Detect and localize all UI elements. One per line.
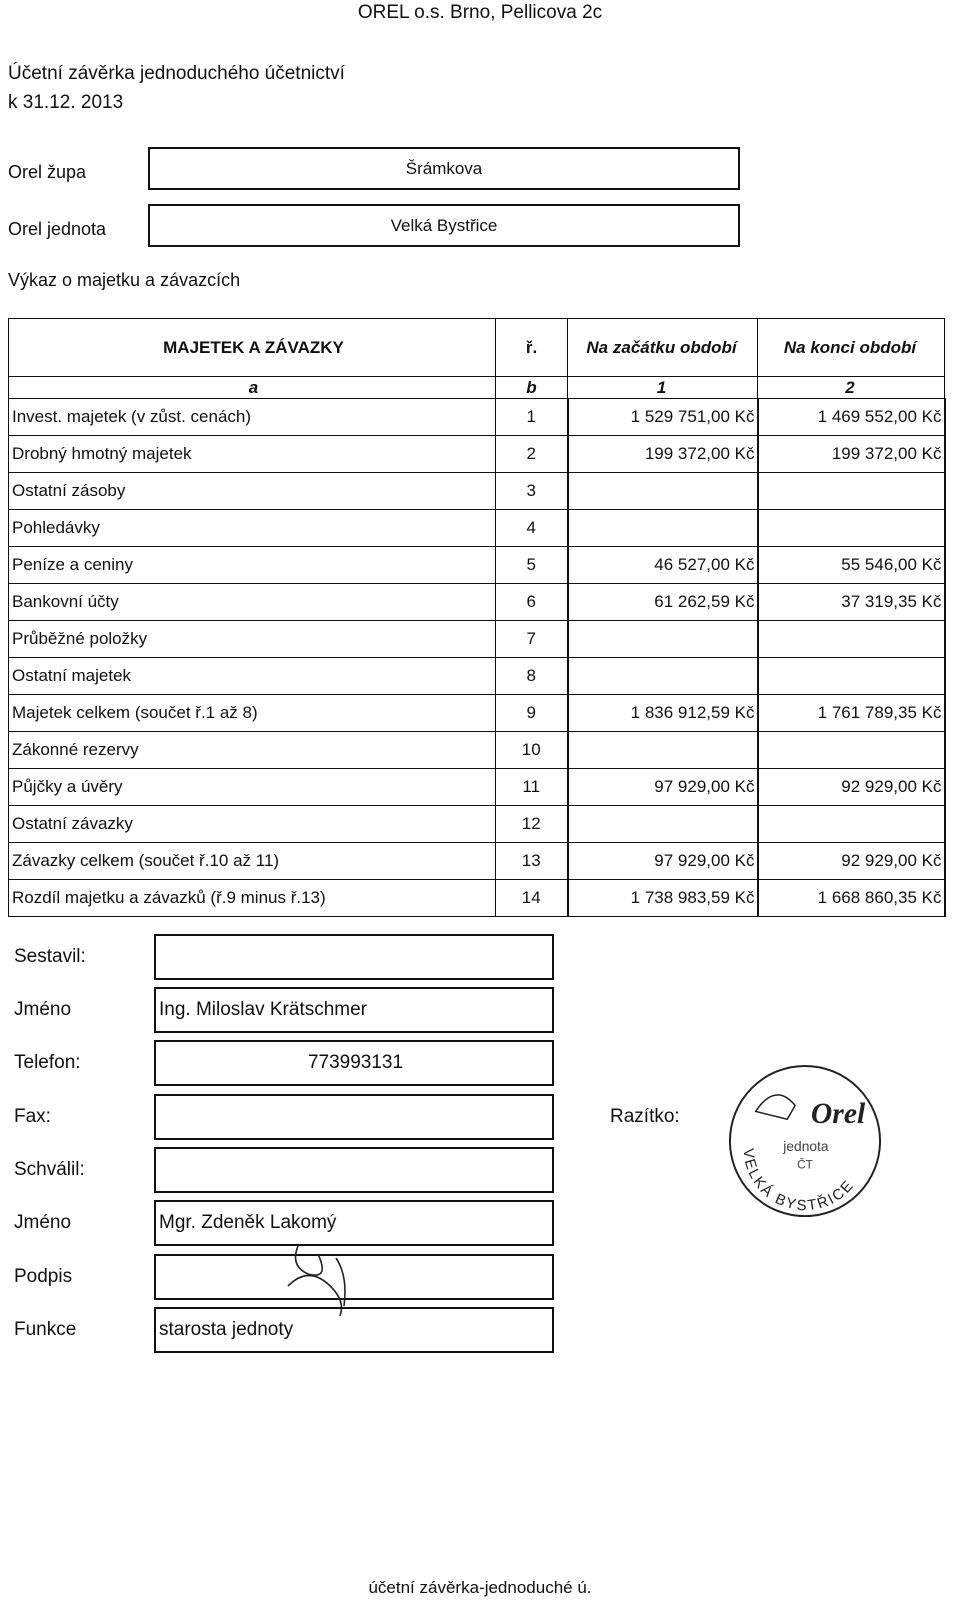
row-label: Závazky celkem (součet ř.10 až 11) (9, 843, 496, 880)
row-number: 1 (496, 399, 568, 436)
row-start-value: 97 929,00 Kč (568, 843, 758, 880)
table-row (9, 584, 945, 621)
row-start-value (568, 510, 758, 547)
row-label: Půjčky a úvěry (9, 769, 496, 806)
row-number: 5 (496, 547, 568, 584)
row-start-value (568, 473, 758, 510)
sestavil-field (154, 934, 554, 980)
table-row (9, 843, 945, 880)
row-start-value (568, 621, 758, 658)
table-row (9, 547, 945, 584)
row-number: 10 (496, 732, 568, 769)
table-subheader-row (9, 377, 945, 399)
document-title: Účetní závěrka jednoduchého účetnictví (8, 63, 345, 84)
row-end-value (758, 510, 945, 547)
table-row (9, 510, 945, 547)
row-end-value: 55 546,00 Kč (758, 547, 945, 584)
row-number: 14 (496, 880, 568, 917)
jmeno2-field: Mgr. Zdeněk Lakomý (154, 1200, 554, 1246)
row-label: Peníze a ceniny (9, 547, 496, 584)
table-row (9, 473, 945, 510)
assets-liabilities-table (8, 318, 946, 917)
row-start-value: 46 527,00 Kč (568, 547, 758, 584)
subheader-a: a (9, 377, 496, 399)
jmeno1-label: Jméno (14, 999, 72, 1020)
row-number: 6 (496, 584, 568, 621)
row-label: Drobný hmotný majetek (9, 436, 496, 473)
row-start-value: 97 929,00 Kč (568, 769, 758, 806)
row-start-value: 61 262,59 Kč (568, 584, 758, 621)
telefon-field: 773993131 (154, 1040, 554, 1086)
zupa-value: Šrámkova (405, 158, 483, 178)
row-end-value: 1 469 552,00 Kč (758, 399, 945, 436)
row-end-value (758, 732, 945, 769)
row-start-value (568, 658, 758, 695)
schvalil-label: Schválil: (14, 1159, 85, 1180)
funkce-label: Funkce (14, 1319, 77, 1340)
subheader-2: 2 (758, 377, 945, 399)
jmeno1-field: Ing. Miloslav Krätschmer (154, 987, 554, 1033)
funkce-field: starosta jednoty (154, 1307, 554, 1353)
fax-label: Fax: (14, 1106, 51, 1127)
row-number: 4 (496, 510, 568, 547)
table-row (9, 658, 945, 695)
sestavil-label: Sestavil: (14, 946, 86, 967)
row-label: Bankovní účty (9, 584, 496, 621)
table-row (9, 732, 945, 769)
row-start-value (568, 806, 758, 843)
row-start-value: 1 529 751,00 Kč (568, 399, 758, 436)
row-number: 11 (496, 769, 568, 806)
report-title: Výkaz o majetku a závazcích (8, 270, 241, 290)
row-number: 9 (496, 695, 568, 732)
row-end-value: 199 372,00 Kč (758, 436, 945, 473)
row-end-value (758, 806, 945, 843)
zupa-label: Orel župa (8, 162, 87, 182)
row-start-value (568, 732, 758, 769)
podpis-label: Podpis (14, 1266, 73, 1287)
row-start-value: 1 836 912,59 Kč (568, 695, 758, 732)
row-end-value (758, 658, 945, 695)
row-label: Ostatní závazky (9, 806, 496, 843)
telefon-label: Telefon: (14, 1052, 81, 1073)
header-col-1: Na začátku období (568, 319, 758, 377)
table-row (9, 399, 945, 436)
table-row (9, 621, 945, 658)
row-end-value: 37 319,35 Kč (758, 584, 945, 621)
row-end-value: 92 929,00 Kč (758, 843, 945, 880)
table-row (9, 806, 945, 843)
row-number: 3 (496, 473, 568, 510)
row-start-value: 1 738 983,59 Kč (568, 880, 758, 917)
organization-header: OREL o.s. Brno, Pellicova 2c (357, 2, 603, 23)
row-label: Ostatní majetek (9, 658, 496, 695)
table-row (9, 880, 945, 917)
stamp-line1: jednota (783, 1137, 829, 1154)
jednota-value: Velká Bystřice (390, 215, 498, 235)
zupa-field (148, 147, 740, 190)
fax-field (154, 1094, 554, 1140)
row-end-value: 92 929,00 Kč (758, 769, 945, 806)
document-date: k 31.12. 2013 (8, 92, 124, 113)
header-col-a: MAJETEK A ZÁVAZKY (9, 319, 496, 377)
row-end-value: 1 761 789,35 Kč (758, 695, 945, 732)
row-number: 13 (496, 843, 568, 880)
row-label: Ostatní zásoby (9, 473, 496, 510)
stamp-label: Razítko: (610, 1106, 680, 1127)
row-label: Zákonné rezervy (9, 732, 496, 769)
table-header-row (9, 319, 945, 377)
schvalil-field (154, 1147, 554, 1193)
row-end-value: 1 668 860,35 Kč (758, 880, 945, 917)
row-label: Průběžné položky (9, 621, 496, 658)
stamp-place: VELKÁ BYSTŘICE (739, 1147, 858, 1215)
row-end-value (758, 621, 945, 658)
subheader-b: b (496, 377, 568, 399)
header-col-b: ř. (496, 319, 568, 377)
row-number: 2 (496, 436, 568, 473)
row-number: 12 (496, 806, 568, 843)
page-footer: účetní závěrka-jednoduché ú. (368, 1578, 592, 1597)
row-end-value (758, 473, 945, 510)
subheader-1: 1 (568, 377, 758, 399)
jmeno2-label: Jméno (14, 1212, 72, 1233)
stamp-line2: ČT (797, 1157, 813, 1172)
stamp-brand: Orel (810, 1098, 866, 1131)
row-label: Rozdíl majetku a závazků (ř.9 minus ř.13) (9, 880, 496, 917)
row-label: Majetek celkem (součet ř.1 až 8) (9, 695, 496, 732)
row-number: 7 (496, 621, 568, 658)
jednota-field (148, 204, 740, 247)
row-label: Pohledávky (9, 510, 496, 547)
table-row (9, 695, 945, 732)
row-start-value: 199 372,00 Kč (568, 436, 758, 473)
table-row (9, 436, 945, 473)
row-number: 8 (496, 658, 568, 695)
header-col-2: Na konci období (758, 319, 945, 377)
table-row (9, 769, 945, 806)
jednota-label: Orel jednota (8, 219, 107, 239)
row-label: Invest. majetek (v zůst. cenách) (9, 399, 496, 436)
orel-stamp (726, 1062, 884, 1220)
